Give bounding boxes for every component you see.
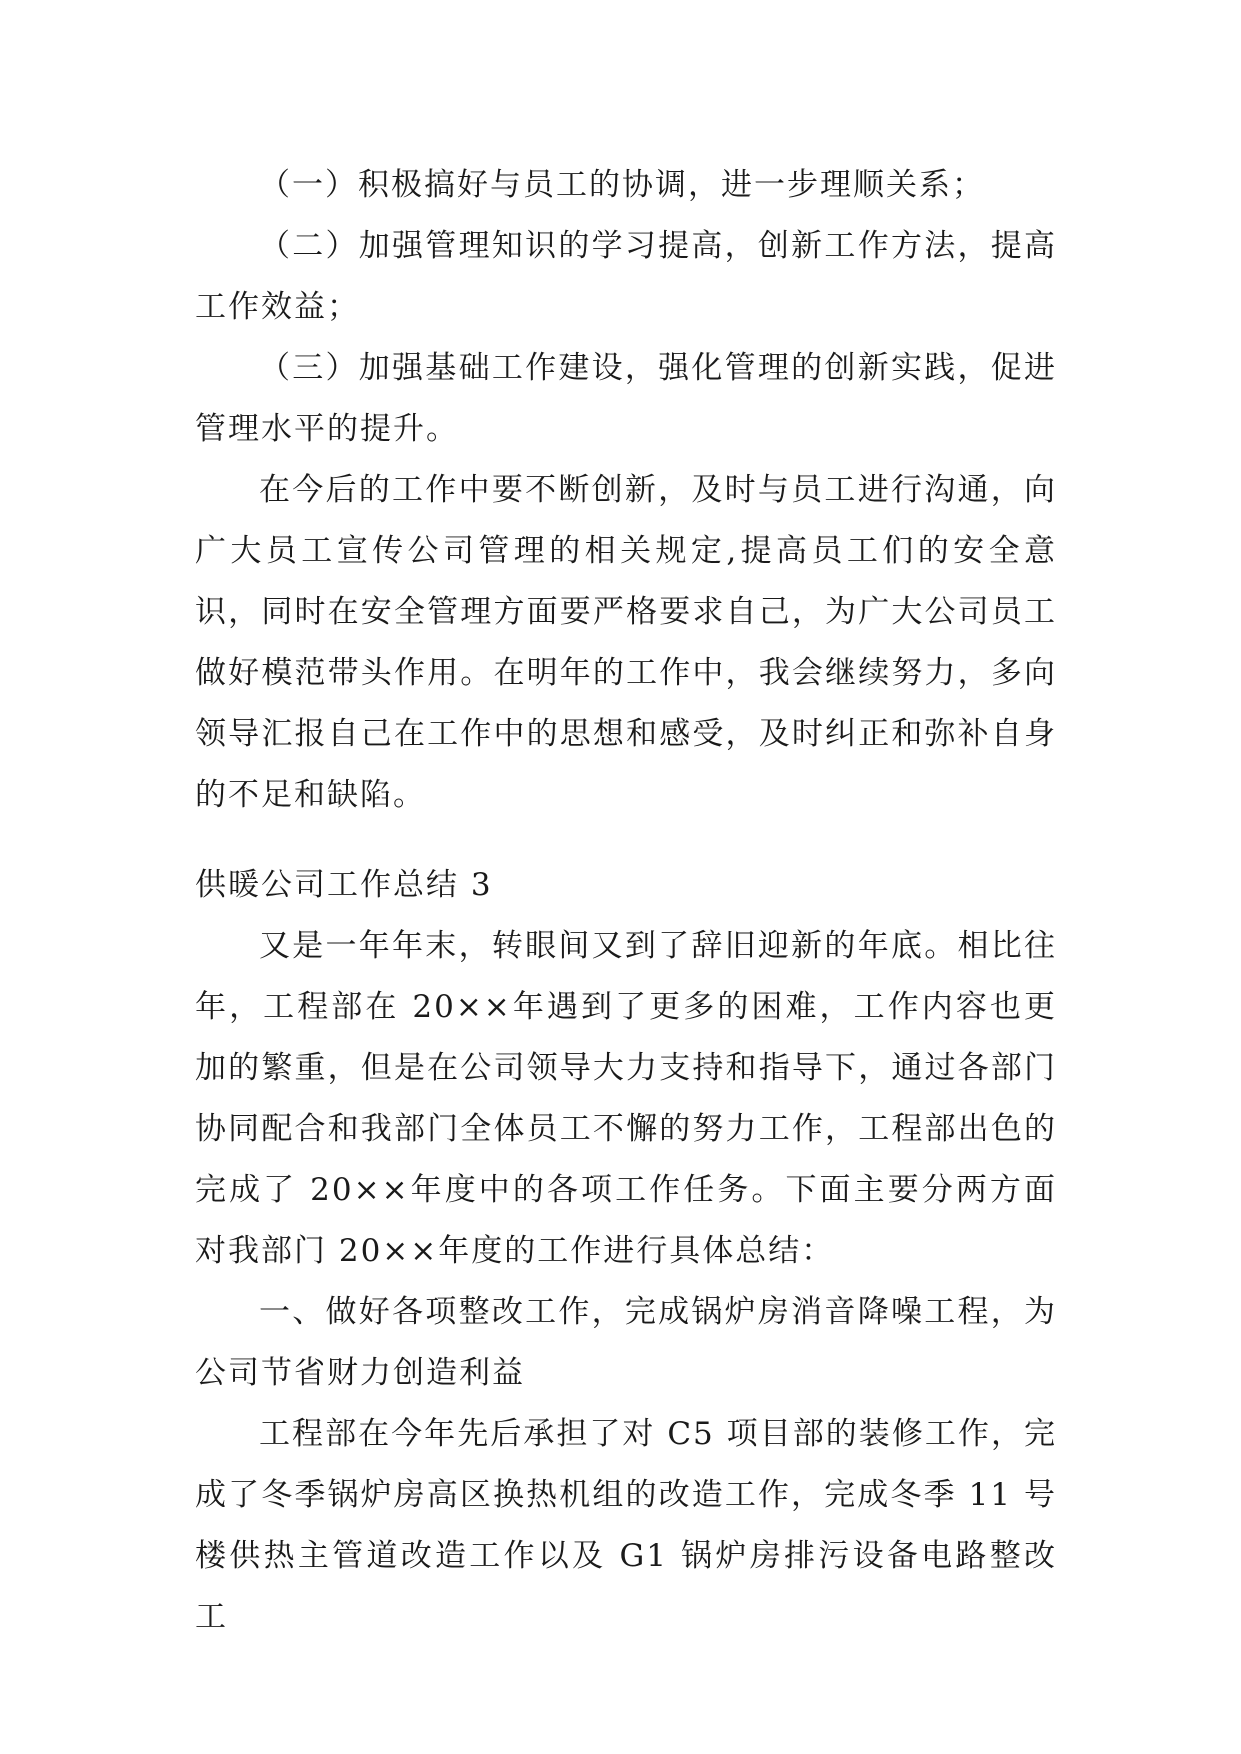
intro-paragraph: 又是一年年末，转眼间又到了辞旧迎新的年底。相比往年，工程部在 20××年遇到了更多的困难，工作内容也更加的繁重，但是在公司领导大力支持和指导下，通过各部门协同配合和我部门全体员工不懈的努力工作，工程部出色的完成了 20××年度中的各项工作任务。下面主要分两方面对我部门 20××年度的工作进行具体总结： (195, 928, 1057, 1269)
improvement-item-1: （一）积极搞好与员工的协调，进一步理顺关系； (259, 167, 985, 203)
section-title: 供暖公司工作总结 3 (195, 867, 493, 903)
improvement-item-2: （二）加强管理知识的学习提高，创新工作方法，提高工作效益； (195, 228, 1057, 325)
section-heading-1: 一、做好各项整改工作，完成锅炉房消音降噪工程，为公司节省财力创造利益 (195, 1294, 1057, 1391)
summary-conclusion-section (195, 155, 1057, 826)
summary-3-section (195, 855, 1057, 1648)
improvement-item-3: （三）加强基础工作建设，强化管理的创新实践，促进管理水平的提升。 (195, 350, 1057, 447)
section-body-1: 工程部在今年先后承担了对 C5 项目部的装修工作，完成了冬季锅炉房高区换热机组的改造工作，完成冬季 11 号楼供热主管道改造工作以及 G1 锅炉房排污设备电路整改工 (195, 1416, 1057, 1635)
closing-paragraph: 在今后的工作中要不断创新，及时与员工进行沟通，向广大员工宣传公司管理的相关规定,提高员工们的安全意识，同时在安全管理方面要严格要求自己，为广大公司员工做好模范带头作用。在明年的工作中，我会继续努力，多向领导汇报自己在工作中的思想和感受，及时纠正和弥补自身的不足和缺陷。 (195, 472, 1057, 813)
